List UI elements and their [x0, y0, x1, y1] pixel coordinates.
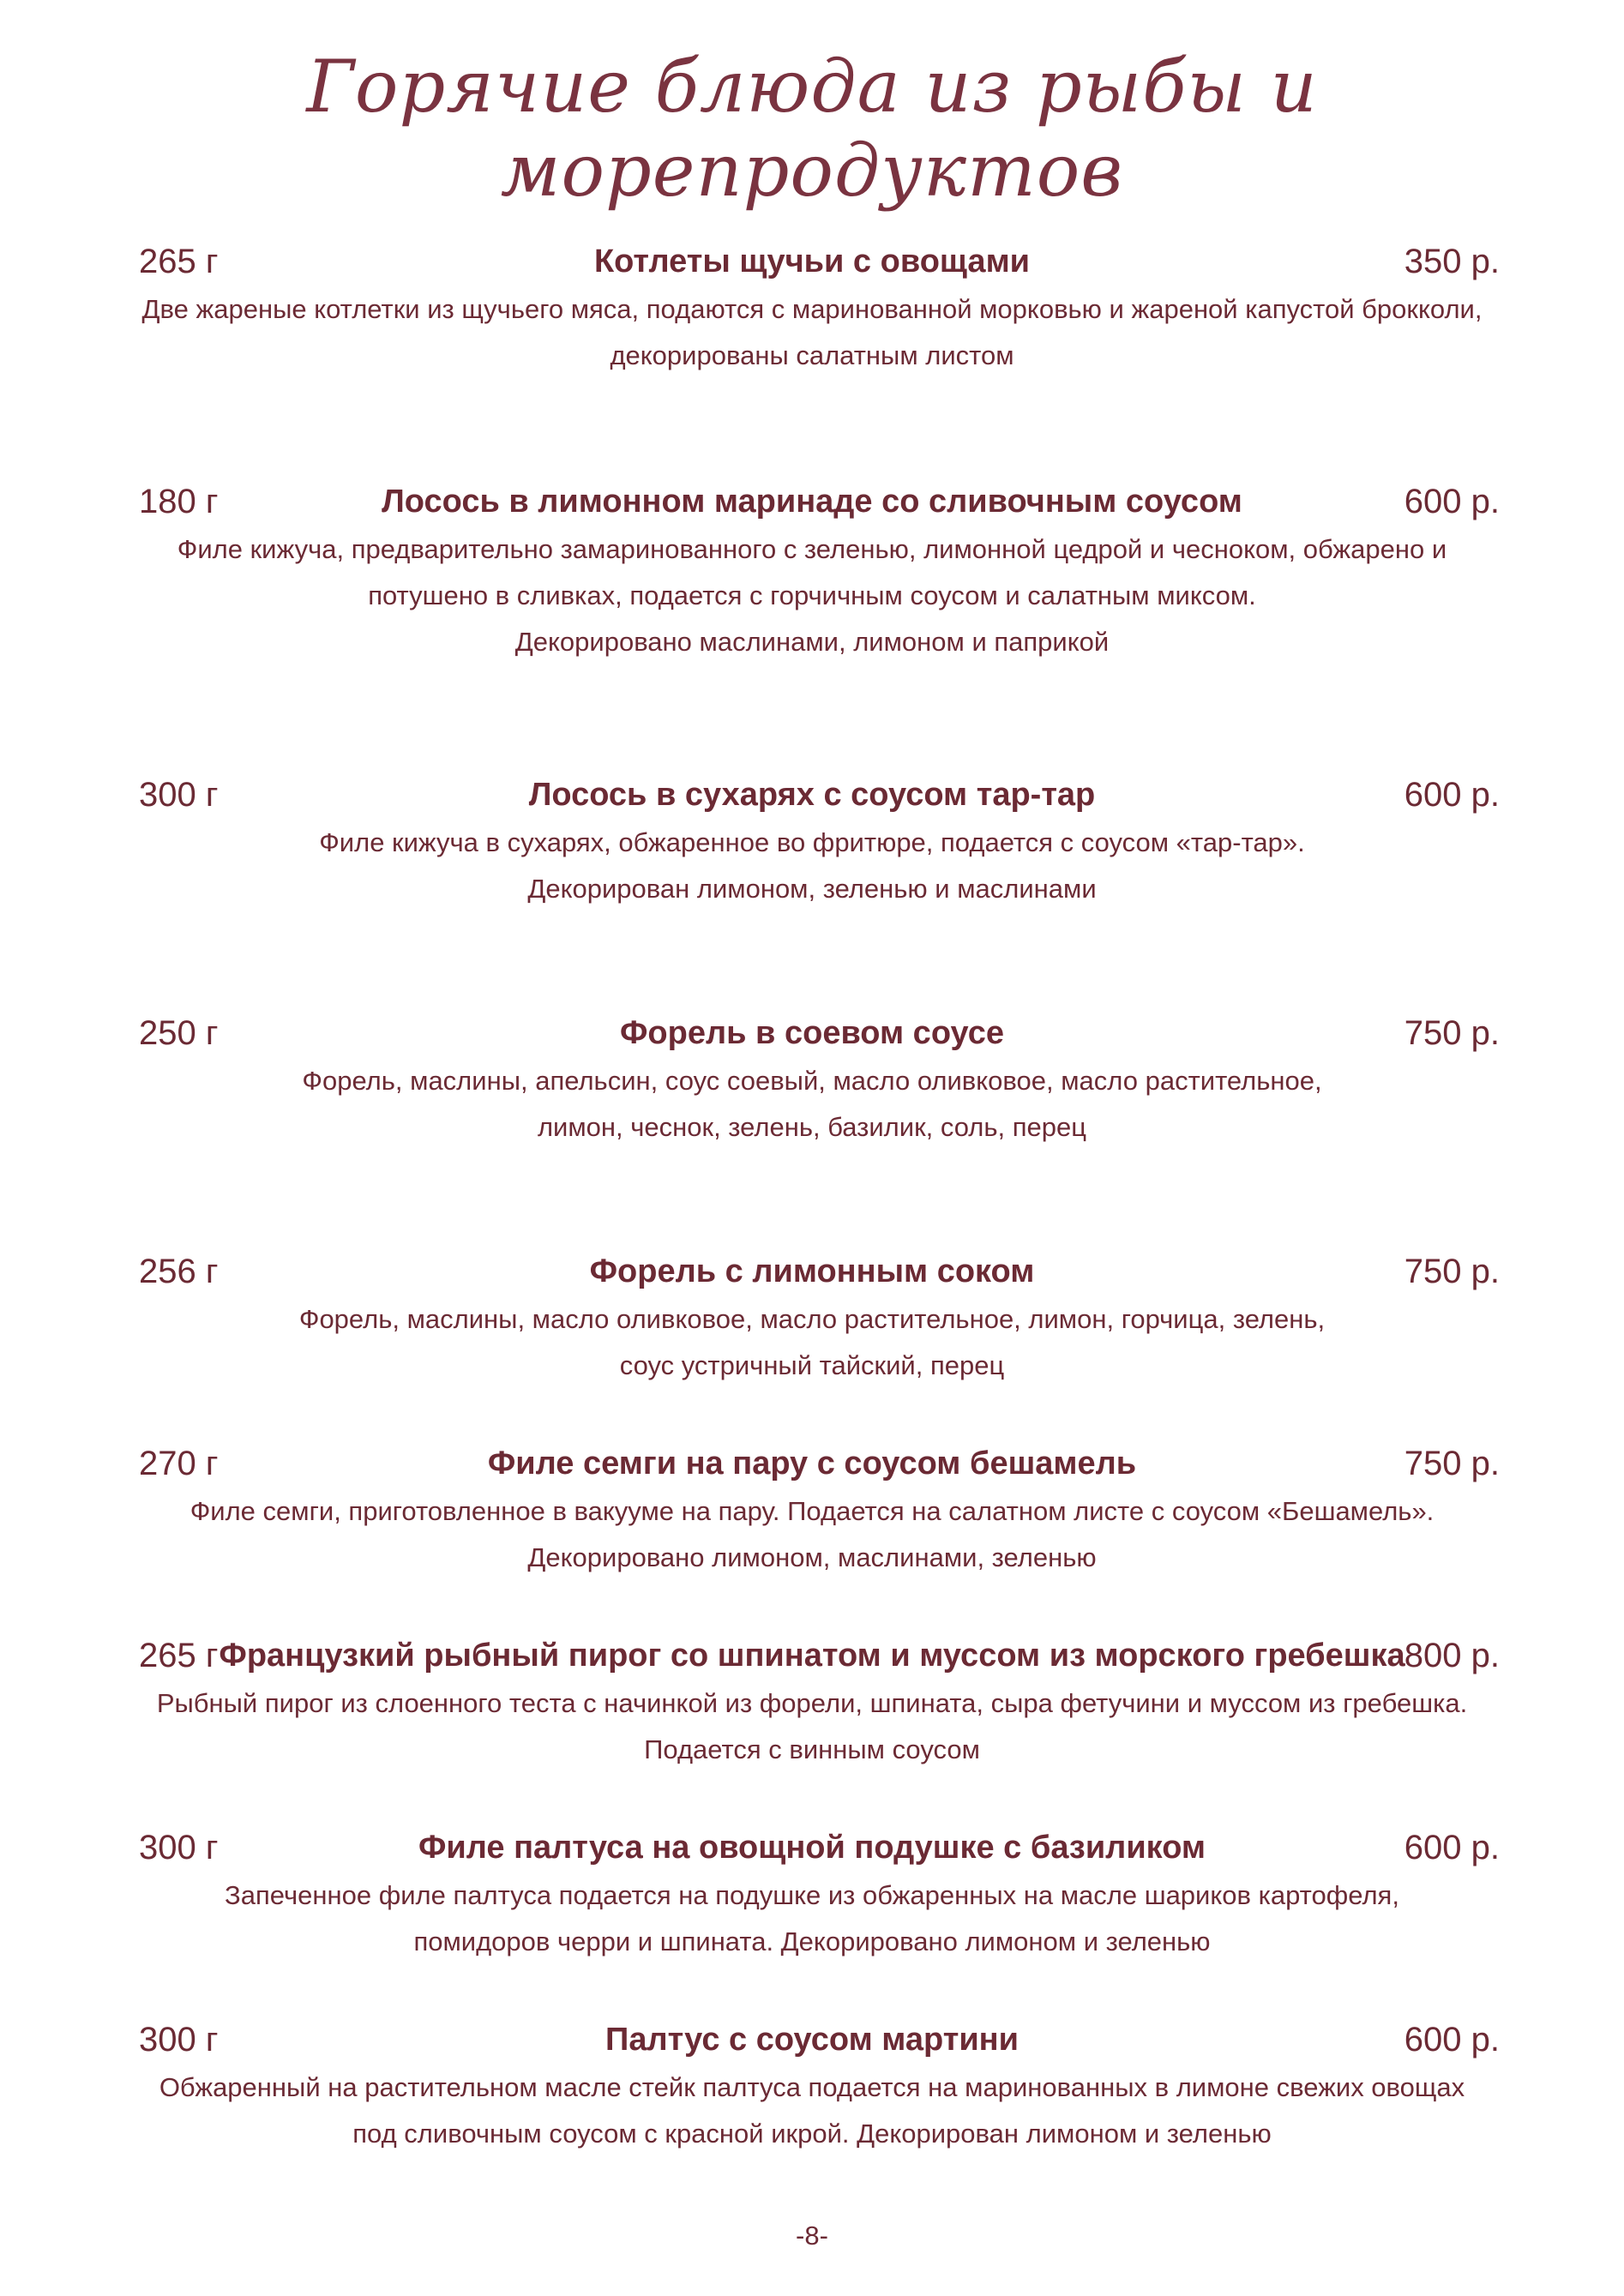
dish-description-line: потушено в сливках, подается с горчичным соусом и салатным миксом. — [368, 580, 1256, 610]
dish-description-line: Обжаренный на растительном масле стейк палтуса подается на маринованных в лимоне свежих овощах — [159, 2072, 1465, 2102]
dish-weight: 300 г — [139, 1829, 219, 1866]
dish-name: Форель с лимонным соком — [589, 1253, 1035, 1289]
dish-description-line: Филе семги, приготовленное в вакууме на пару. Подается на салатном листе с соусом «Бешамель». — [189, 1496, 1435, 1526]
dish-price: 600 р. — [1404, 1829, 1500, 1866]
dish-description-line: помидоров черри и шпината. Декорировано лимоном и зеленью — [413, 1926, 1211, 1956]
dish-description — [0, 286, 1624, 379]
page-number: -8- — [796, 2221, 828, 2251]
dish-weight: 256 г — [139, 1253, 219, 1290]
dish-description-line: Рыбный пирог из слоенного теста с начинкой из форели, шпината, сыра фетучини и муссом из гребешка. — [156, 1688, 1468, 1718]
page-title: Горячие блюда из рыбы и морепродуктов — [306, 45, 1318, 213]
dish-description-line: соус устричный тайский, перец — [619, 1350, 1005, 1380]
dish-name: Форель в соевом соусе — [620, 1015, 1004, 1051]
dish-weight: 300 г — [139, 2021, 219, 2059]
menu-item — [0, 1439, 1624, 1581]
dish-description-line: Декорировано лимоном, маслинами, зеленью — [527, 1542, 1097, 1572]
dish-description-line: Филе кижуча, предварительно замаринованного с зеленью, лимонной цедрой и чесноком, обжарено и — [177, 534, 1447, 564]
dish-name: Филе палтуса на овощной подушке с базиликом — [418, 1830, 1206, 1866]
dish-description-line: лимон, чеснок, зелень, базилик, соль, перец — [537, 1112, 1087, 1142]
dish-description-line: Запеченное филе палтуса подается на подушке из обжаренных на масле шариков картофеля, — [225, 1880, 1399, 1910]
menu-item — [0, 237, 1624, 379]
dish-name: Лосось в лимонном маринаде со сливочным соусом — [382, 484, 1242, 520]
dish-description-line: Две жареные котлетки из щучьего мяса, подаются с маринованной морковью и жареной капустой брокколи, — [141, 294, 1483, 324]
dish-description — [0, 1488, 1624, 1581]
dish-name: Французкий рыбный пирог со шпинатом и муссом из морского гребешка — [219, 1638, 1405, 1674]
menu-item — [0, 1008, 1624, 1151]
dish-description-line: декорированы салатным листом — [610, 340, 1014, 370]
dish-weight: 250 г — [139, 1014, 219, 1052]
dish-description-line: Форель, маслины, масло оливковое, масло растительное, лимон, горчица, зелень, — [298, 1304, 1326, 1334]
dish-description-line: Форель, маслины, апельсин, соус соевый, масло оливковое, масло растительное, — [302, 1066, 1322, 1096]
menu-item — [0, 770, 1624, 912]
dish-price: 750 р. — [1404, 1253, 1500, 1290]
menu-item — [0, 1247, 1624, 1389]
dish-weight: 265 г — [139, 1637, 219, 1674]
dish-description-line: под сливочным соусом с красной икрой. Декорирован лимоном и зеленью — [352, 2119, 1272, 2149]
dish-price: 600 р. — [1404, 2021, 1500, 2059]
dish-description-line: Декорировано маслинами, лимоном и паприкой — [514, 627, 1110, 657]
dish-price: 600 р. — [1404, 483, 1500, 520]
dish-price: 750 р. — [1404, 1014, 1500, 1052]
dish-price: 600 р. — [1404, 776, 1500, 814]
dish-description-line: Декорирован лимоном, зеленью и маслинами — [527, 874, 1097, 904]
dish-description — [0, 526, 1624, 665]
dish-name: Лосось в сухарях с соусом тар-тар — [528, 777, 1096, 813]
dish-weight: 265 г — [139, 243, 219, 280]
dish-description — [0, 1872, 1624, 1965]
dish-name: Палтус с соусом мартини — [605, 2022, 1019, 2058]
dish-name: Филе семги на пару с соусом бешамель — [487, 1446, 1137, 1482]
dish-description — [0, 1058, 1624, 1151]
menu-item — [0, 2015, 1624, 2157]
dish-price: 800 р. — [1404, 1637, 1500, 1674]
dish-weight: 300 г — [139, 776, 219, 814]
dish-price: 750 р. — [1404, 1445, 1500, 1482]
menu-item — [0, 1631, 1624, 1773]
dish-description — [0, 1680, 1624, 1773]
menu-item — [0, 477, 1624, 665]
dish-name: Котлеты щучьи с овощами — [593, 243, 1031, 279]
dish-description-line: Подается с винным соусом — [644, 1734, 980, 1764]
dish-description-line: Филе кижуча в сухарях, обжаренное во фритюре, подается с соусом «тар-тар». — [319, 827, 1305, 857]
dish-weight: 270 г — [139, 1445, 219, 1482]
dish-description — [0, 820, 1624, 912]
menu-item — [0, 1823, 1624, 1965]
dish-description — [0, 1296, 1624, 1389]
dish-weight: 180 г — [139, 483, 219, 520]
dish-description — [0, 2065, 1624, 2157]
dish-price: 350 р. — [1404, 243, 1500, 280]
